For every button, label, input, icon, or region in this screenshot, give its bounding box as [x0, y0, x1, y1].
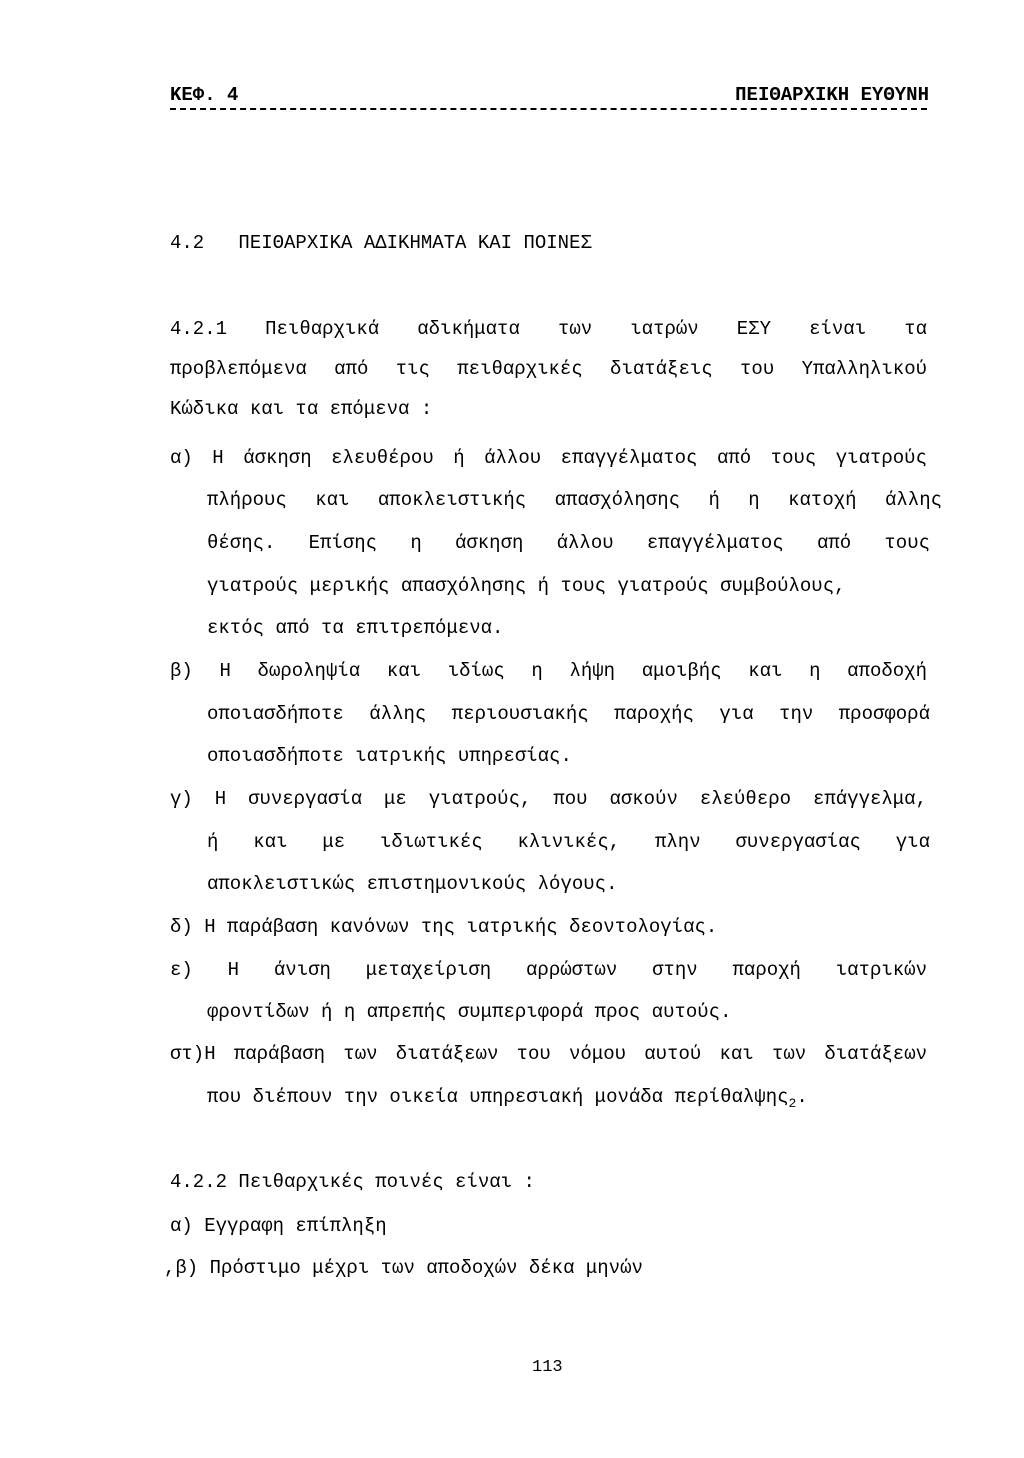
penalty-b: ,β) Πρόστιμο μέχρι των αποδοχών δέκα μηνών: [164, 1257, 643, 1279]
header-divider: [170, 108, 927, 110]
item-e-line-2: φροντίδων ή η απρεπής συμπεριφορά προς αυτούς.: [207, 1001, 732, 1023]
item-a-line-5: εκτός από τα επιτρεπόμενα.: [207, 617, 504, 639]
item-d-line-1: δ) Η παράβαση κανόνων της ιατρικής δεοντολογίας.: [170, 916, 718, 938]
item-a-line-1: α) Η άσκηση ελευθέρου ή άλλου επαγγέλματος από τους γιατρούς: [170, 447, 927, 469]
item-a-line-3: θέσης. Επίσης η άσκηση άλλου επαγγέλματος από τους: [207, 532, 930, 554]
item-b-line-3: οποιασδήποτε ιατρικής υπηρεσίας.: [207, 745, 572, 767]
item-b-line-1: β) Η δωροληψία και ιδίως η λήψη αμοιβής και η αποδοχή: [170, 660, 927, 682]
item-a-line-2: πλήρους και αποκλειστικής απασχόλησης ή η κατοχή άλλης: [207, 489, 942, 511]
para-4-2-1-line-2: προβλεπόμενα από τις πειθαρχικές διατάξεις του Υπαλληλικού: [170, 358, 927, 380]
item-st-line-1: στ)Η παράβαση των διατάξεων του νόμου αυτού και των διατάξεων: [170, 1043, 927, 1065]
para-4-2-2-title: 4.2.2 Πειθαρχικές ποινές είναι :: [170, 1171, 535, 1193]
chapter-title: ΠΕΙΘΑΡΧΙΚΗ ΕΥΘΥΝΗ: [735, 84, 929, 106]
item-st-line-2: [207, 1086, 808, 1111]
item-e-line-1: ε) Η άνιση μεταχείριση αρρώστων στην παροχή ιατρικών: [170, 959, 927, 981]
item-b-line-2: οποιασδήποτε άλλης περιουσιακής παροχής για την προσφορά: [207, 703, 930, 725]
item-st-line-2-end: .: [796, 1086, 808, 1108]
section-title: 4.2 ΠΕΙΘΑΡΧΙΚΑ ΑΔΙΚΗΜΑΤΑ ΚΑΙ ΠΟΙΝΕΣ: [170, 232, 592, 254]
para-4-2-1-line-3: Κώδικα και τα επόμενα :: [170, 398, 433, 420]
page-number: 113: [532, 1358, 563, 1377]
item-c-line-3: αποκλειστικώς επιστημονικούς λόγους.: [207, 873, 618, 895]
item-c-line-1: γ) Η συνεργασία με γιατρούς, που ασκούν ελεύθερο επάγγελμα,: [170, 788, 927, 810]
item-c-line-2: ή και με ιδιωτικές κλινικές, πλην συνεργασίας για: [207, 831, 930, 853]
penalty-a: α) Εγγραφη επίπληξη: [170, 1215, 387, 1237]
footnote-subscript: 2: [788, 1096, 797, 1111]
item-st-line-2-text: που διέπουν την οικεία υπηρεσιακή μονάδα περίθαλψης: [207, 1086, 789, 1108]
chapter-label: ΚΕΦ. 4: [170, 84, 239, 106]
item-a-line-4: γιατρούς μερικής απασχόλησης ή τους γιατρούς συμβούλους,: [207, 575, 846, 597]
para-4-2-1-line-1: 4.2.1 Πειθαρχικά αδικήματα των ιατρών ΕΣΥ είναι τα: [170, 318, 927, 340]
